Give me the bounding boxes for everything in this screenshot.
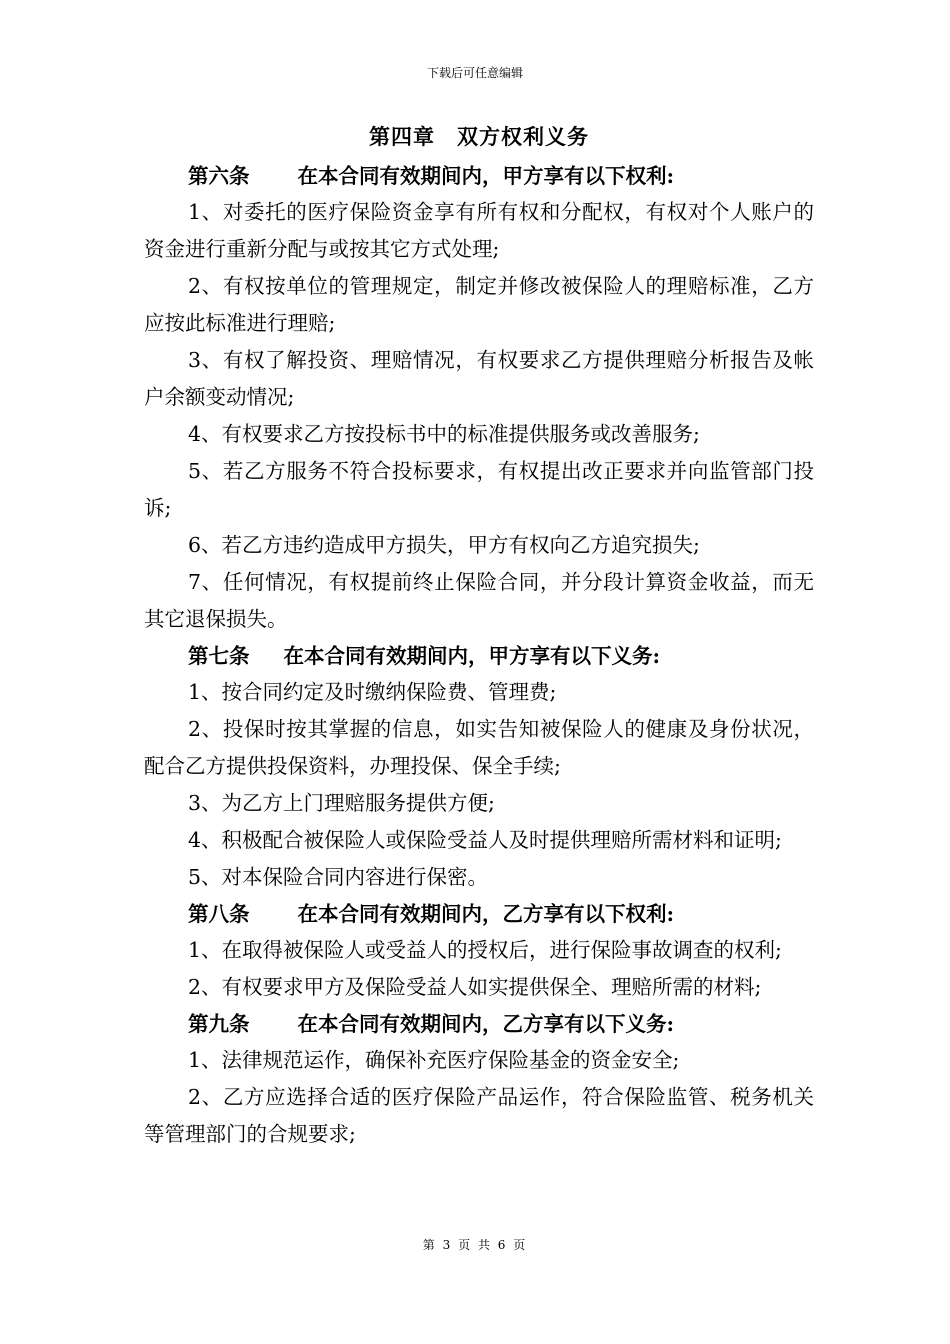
article-heading bbox=[144, 158, 814, 194]
list-item: 7、任何情况，有权提前终止保险合同，并分段计算资金收益，而无其它退保损失。 bbox=[144, 570, 814, 631]
article-text: 在本合同有效期间内，乙方享有以下义务: bbox=[297, 1012, 675, 1036]
article-text: 在本合同有效期间内，甲方享有以下义务: bbox=[283, 644, 661, 668]
article-heading bbox=[144, 1006, 814, 1042]
current-page-number: 3 bbox=[442, 1238, 453, 1252]
footer-suffix: 页 bbox=[513, 1238, 528, 1252]
article-number: 第七条 bbox=[188, 644, 250, 668]
total-pages: 6 bbox=[497, 1238, 508, 1252]
list-item: 4、积极配合被保险人或保险受益人及时提供理赔所需材料和证明; bbox=[188, 828, 782, 852]
header-note: 下载后可任意编辑 bbox=[426, 66, 523, 80]
document-body bbox=[144, 116, 814, 1153]
page-footer bbox=[0, 1236, 950, 1253]
list-item: 2、有权按单位的管理规定，制定并修改被保险人的理赔标准，乙方应按此标准进行理赔; bbox=[144, 274, 814, 335]
article-number: 第八条 bbox=[188, 902, 250, 926]
article-text: 在本合同有效期间内，乙方享有以下权利: bbox=[297, 902, 675, 926]
list-item: 1、对委托的医疗保险资金享有所有权和分配权，有权对个人账户的资金进行重新分配与或按其它方式处理; bbox=[144, 200, 814, 261]
list-item: 4、有权要求乙方按投标书中的标准提供服务或改善服务; bbox=[188, 422, 700, 446]
list-item: 3、有权了解投资、理赔情况，有权要求乙方提供理赔分析报告及帐户余额变动情况; bbox=[144, 348, 814, 409]
chapter-title: 第四章 双方权利义务 bbox=[369, 124, 589, 149]
list-item: 6、若乙方违约造成甲方损失，甲方有权向乙方追究损失; bbox=[188, 533, 700, 557]
article-heading bbox=[144, 896, 814, 932]
list-item: 2、乙方应选择合适的医疗保险产品运作，符合保险监管、税务机关等管理部门的合规要求; bbox=[144, 1085, 814, 1146]
list-item: 1、法律规范运作，确保补充医疗保险基金的资金安全; bbox=[188, 1048, 680, 1072]
list-item: 5、对本保险合同内容进行保密。 bbox=[188, 865, 489, 889]
article-number: 第九条 bbox=[188, 1012, 250, 1036]
article-number: 第六条 bbox=[188, 164, 250, 188]
list-item: 1、在取得被保险人或受益人的授权后，进行保险事故调查的权利; bbox=[188, 938, 782, 962]
article-heading bbox=[144, 638, 814, 674]
list-item: 2、有权要求甲方及保险受益人如实提供保全、理赔所需的材料; bbox=[188, 975, 762, 999]
list-item: 1、按合同约定及时缴纳保险费、管理费; bbox=[188, 680, 557, 704]
list-item: 5、若乙方服务不符合投标要求，有权提出改正要求并向监管部门投诉; bbox=[144, 459, 814, 520]
list-item: 2、投保时按其掌握的信息，如实告知被保险人的健康及身份状况，配合乙方提供投保资料，办理投保、保全手续; bbox=[144, 717, 814, 778]
article-text: 在本合同有效期间内，甲方享有以下权利: bbox=[297, 164, 675, 188]
footer-prefix: 第 bbox=[422, 1238, 437, 1252]
footer-middle: 页 共 bbox=[458, 1238, 492, 1252]
list-item: 3、为乙方上门理赔服务提供方便; bbox=[188, 791, 495, 815]
